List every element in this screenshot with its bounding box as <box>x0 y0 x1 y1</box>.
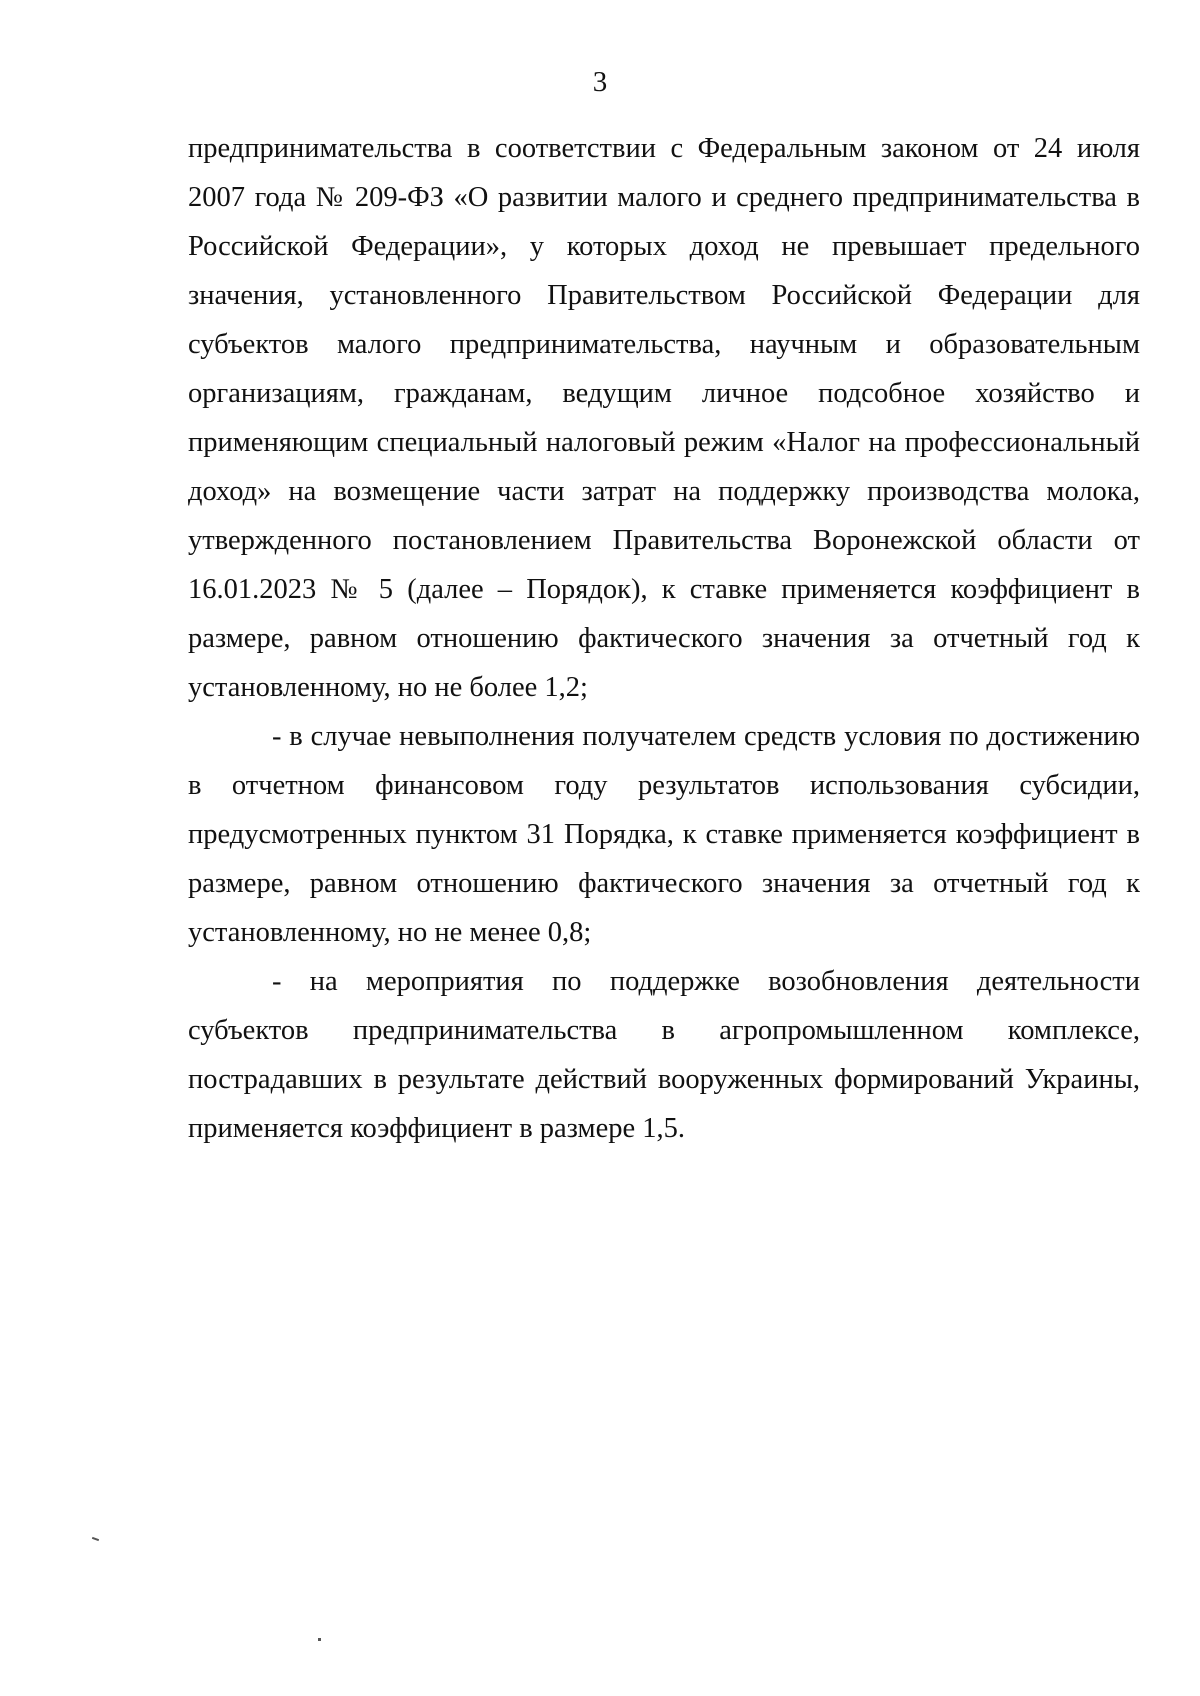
paragraph-coefficient-min: - в случае невыполнения получателем средств условия по достижению в отчетном финансовом году результатов использования субсидии, предусмотренных пунктом 31 Порядка, к ставке применяется коэффициент в размере, равном отношению фактического значения за отчетный год к установленному, но не менее 0,8; <box>188 721 1140 948</box>
scan-mark <box>92 1537 99 1541</box>
scan-mark <box>318 1638 321 1641</box>
page-number: 3 <box>592 66 608 98</box>
document-body <box>188 124 1140 1153</box>
paragraph-coefficient-restoration: - на мероприятия по поддержке возобновления деятельности субъектов предпринимательства в агропромышленном комплексе, пострадавших в результате действий вооруженных формирований Украины, применяется коэффициент в размере 1,5. <box>188 966 1140 1144</box>
paragraph-continuation: предпринимательства в соответствии с Федеральным законом от 24 июля 2007 года № 209-ФЗ «О развитии малого и среднего предпринимательства в Российской Федерации», у которых доход не превышает предельного значения, установленного Правительством Российской Федерации для субъектов малого предпринимательства, научным и образовательным организациям, гражданам, ведущим личное подсобное хозяйство и применяющим специальный налоговый режим «Налог на профессиональный доход» на возмещение части затрат на поддержку производства молока, утвержденного постановлением Правительства Воронежской области от 16.01.2023 № 5 (далее – Порядок), к ставке применяется коэффициент в размере, равном отношению фактического значения за отчетный год к установленному, но не более 1,2; <box>188 133 1140 703</box>
